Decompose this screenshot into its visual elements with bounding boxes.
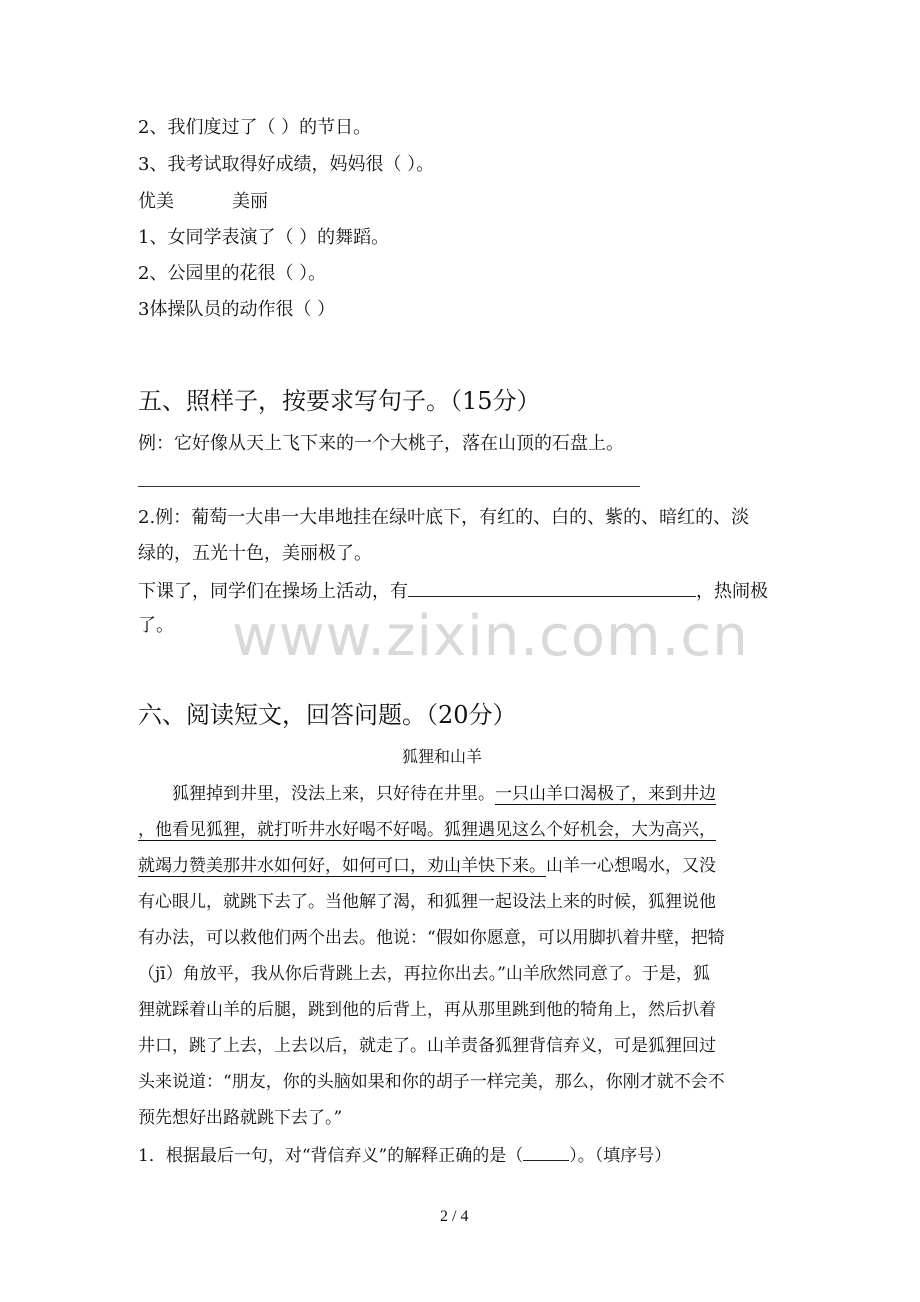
story-line-3-b: 山羊一心想喝水，又没	[546, 856, 716, 876]
example-1: 例：它好像从天上飞下来的一个大桃子，落在山顶的石盘上。	[138, 433, 624, 454]
reading-q1-suffix: ）。（填序号）	[569, 1146, 672, 1166]
story-line-1-b: 一只山羊口渴极了，来到井边	[495, 784, 716, 804]
watermark: www.zixin.com.cn	[232, 604, 749, 669]
section-6-heading: 六、阅读短文，回答问题。（20分）	[138, 701, 517, 729]
story-line-3	[138, 854, 716, 878]
story-title: 狐狸和山羊	[402, 747, 483, 766]
question-r3-line: 3体操队员的动作很（ ）	[138, 299, 336, 320]
fill-sentence	[138, 578, 768, 604]
page-number: 2 / 4	[440, 1208, 469, 1225]
story-line-8: 井口，跳了上去，上去以后，就走了。山羊责备狐狸背信弃义，可是狐狸回过	[138, 1036, 716, 1056]
reading-question-1	[138, 1142, 671, 1168]
story-line-7: 狸就踩着山羊的后腿，跳到他的后背上，再从那里跳到他的犄角上，然后扒着	[138, 1000, 716, 1020]
example-2-line-2: 绿的，五光十色，美丽极了。	[138, 543, 372, 564]
story-line-2: ，他看见狐狸，就打听井水好喝不好喝。狐狸遇见这么个好机会，大为高兴，	[138, 820, 716, 840]
section-5-heading: 五、照样子，按要求写句子。（15分）	[138, 387, 541, 415]
story-line-9: 头来说道：“朋友，你的头脑如果和你的胡子一样完美，那么，你刚才就不会不	[138, 1072, 725, 1092]
fill-end: 了。	[138, 615, 174, 636]
fill-suffix: ，热闹极	[696, 581, 768, 602]
story-line-3-a: 就竭力赞美那井水如何好，如何可口，劝山羊快下来。	[138, 856, 546, 876]
word-choice-a: 优美	[138, 191, 174, 212]
reading-q1-prefix: 1．根据最后一句，对“背信弃义”的解释正确的是（	[138, 1146, 524, 1166]
story-line-6: （jī）角放平，我从你后背跳上去，再拉你出去。”山羊欣然同意了。于是，狐	[138, 964, 710, 984]
answer-line	[138, 486, 640, 487]
example-2-line-1: 2.例：葡萄一大串一大串地挂在绿叶底下，有红的、白的、紫的、暗红的、淡	[138, 507, 750, 528]
word-choice-b: 美丽	[232, 191, 268, 212]
story-line-5: 有办法，可以救他们两个出去。他说：“假如你愿意，可以用脚扒着井壁，把犄	[138, 928, 725, 948]
story-line-1-a: 狐狸掉到井里，没法上来，只好待在井里。	[172, 784, 495, 804]
question-2-line: 2、我们度过了（ ）的节日。	[138, 117, 372, 138]
fill-blank	[408, 578, 696, 597]
story-line-1	[172, 782, 716, 806]
story-line-10: 预先想好出路就跳下去了。”	[138, 1108, 343, 1128]
question-3-line: 3、我考试取得好成绩，妈妈很（ ）。	[138, 154, 435, 175]
reading-q1-blank	[523, 1142, 569, 1161]
question-r1-line: 1、女同学表演了（ ）的舞蹈。	[138, 227, 390, 248]
question-r2-line: 2、公园里的花很（ ）。	[138, 263, 327, 284]
story-line-4: 有心眼儿，就跳下去了。当他解了渴，和狐狸一起设法上来的时候，狐狸说他	[138, 892, 716, 912]
fill-prefix: 下课了，同学们在操场上活动，有	[138, 581, 408, 602]
